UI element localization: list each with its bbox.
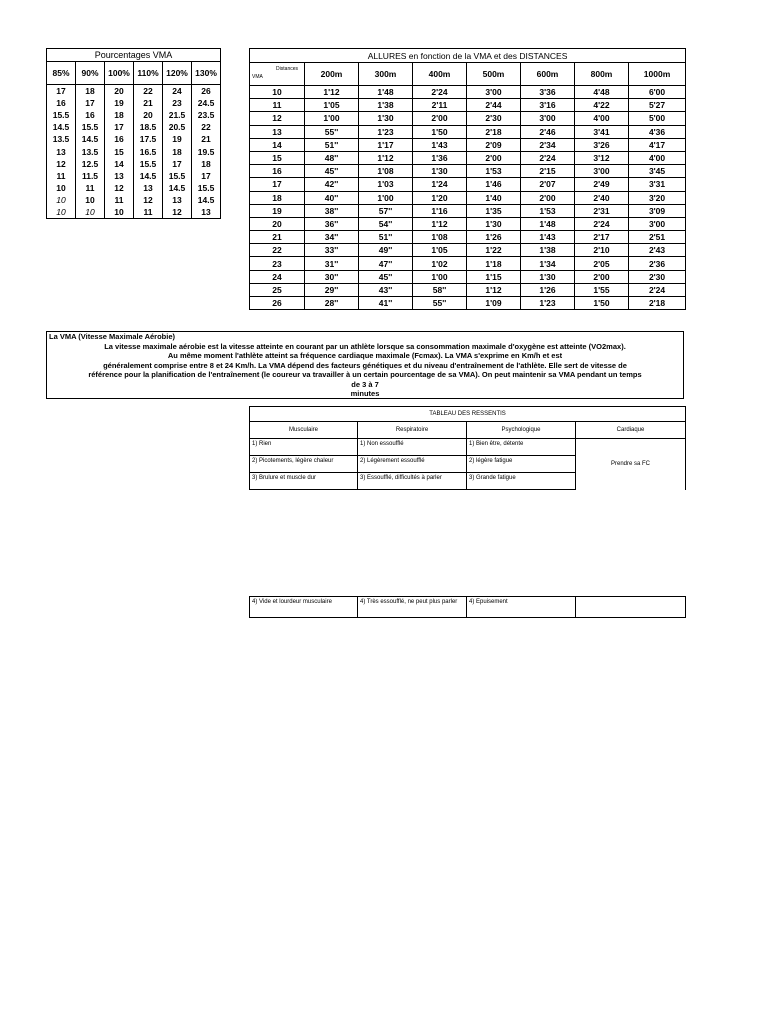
allure-cell: 2'17	[575, 231, 629, 244]
allure-cell: 2'24	[521, 151, 575, 164]
table-row	[250, 297, 686, 310]
vma-cell: 20	[250, 217, 305, 230]
gap-cell	[358, 490, 467, 597]
pct-cell: 22	[192, 121, 221, 133]
distance-header-6: 1000m	[629, 63, 686, 86]
pct-cell: 18	[163, 145, 192, 157]
allure-cell: 1'12	[359, 151, 413, 164]
allure-cell: 1'26	[521, 283, 575, 296]
allure-cell: 3'00	[467, 86, 521, 99]
table-row	[47, 97, 221, 109]
respiratoire-4: 4) Très essoufflé, ne peut plus parler	[358, 597, 467, 618]
distance-header-4: 600m	[521, 63, 575, 86]
allure-cell: 2'10	[575, 244, 629, 257]
allure-cell: 1'48	[359, 86, 413, 99]
cardiaque-4	[576, 597, 686, 618]
pct-cell: 22	[134, 85, 163, 98]
pourcentages-title: Pourcentages VMA	[47, 49, 221, 62]
allure-cell: 2'31	[575, 204, 629, 217]
pct-cell: 14.5	[163, 182, 192, 194]
allure-cell: 29''	[305, 283, 359, 296]
gap-cell	[250, 490, 358, 597]
pct-cell: 20.5	[163, 121, 192, 133]
vma-cell: 22	[250, 244, 305, 257]
vma-line: généralement comprise entre 8 et 24 Km/h. La VMA dépend des facteurs génétiques et du niveau d'entraînement de l'athlète. Elle sert de vitesse de	[103, 360, 627, 370]
allure-cell: 45''	[359, 270, 413, 283]
allure-cell: 2'09	[467, 138, 521, 151]
gap-cell	[467, 490, 576, 597]
allures-header-row	[250, 63, 686, 86]
musculaire-4: 4) Vide et lourdeur musculaire	[250, 597, 358, 618]
allure-cell: 45''	[305, 165, 359, 178]
pct-cell: 20	[105, 85, 134, 98]
pct-cell: 16	[76, 109, 105, 121]
allure-cell: 1'05	[305, 99, 359, 112]
allure-cell: 1'26	[467, 231, 521, 244]
pct-cell: 20	[134, 109, 163, 121]
allure-cell: 2'24	[575, 217, 629, 230]
allure-cell: 1'20	[413, 191, 467, 204]
allure-cell: 2'05	[575, 257, 629, 270]
allure-cell: 2'44	[467, 99, 521, 112]
pct-cell: 15	[105, 145, 134, 157]
pct-cell: 12	[105, 182, 134, 194]
table-row	[47, 145, 221, 157]
pct-cell: 14.5	[47, 121, 76, 133]
allure-cell: 2'34	[521, 138, 575, 151]
pct-cell: 19.5	[192, 145, 221, 157]
allure-cell: 42''	[305, 178, 359, 191]
pourcentages-body	[47, 49, 221, 219]
table-row	[250, 270, 686, 283]
vma-title: La VMA (Vitesse Maximale Aérobie)	[49, 332, 176, 341]
allure-cell: 3'20	[629, 191, 686, 204]
vma-cell: 19	[250, 204, 305, 217]
respiratoire-2: 2) Légèrement essoufflé	[358, 456, 467, 473]
vma-cell: 15	[250, 151, 305, 164]
allure-cell: 34''	[305, 231, 359, 244]
table-row	[250, 283, 686, 296]
allure-cell: 1'35	[467, 204, 521, 217]
table-row	[47, 109, 221, 121]
table-row	[250, 231, 686, 244]
pct-header-2: 100%	[105, 62, 134, 85]
table-row	[250, 151, 686, 164]
vma-cell: 12	[250, 112, 305, 125]
allure-cell: 30''	[305, 270, 359, 283]
pct-cell: 21.5	[163, 109, 192, 121]
header-respiratoire: Respiratoire	[358, 422, 467, 439]
distance-header-5: 800m	[575, 63, 629, 86]
allure-cell: 1'23	[359, 125, 413, 138]
allure-cell: 4'22	[575, 99, 629, 112]
psychologique-2: 2) légère fatigue	[467, 456, 576, 473]
table-row	[250, 204, 686, 217]
pct-cell: 15.5	[76, 121, 105, 133]
allure-cell: 1'50	[575, 297, 629, 310]
pct-cell: 18.5	[134, 121, 163, 133]
allure-cell: 5'00	[629, 112, 686, 125]
pct-cell: 13	[105, 170, 134, 182]
pct-cell: 15.5	[47, 109, 76, 121]
allures-title: ALLURES en fonction de la VMA et des DISTANCES	[250, 49, 686, 63]
allure-cell: 4'36	[629, 125, 686, 138]
pct-cell: 18	[105, 109, 134, 121]
pct-cell: 17	[105, 121, 134, 133]
vma-cell: 24	[250, 270, 305, 283]
pct-cell: 10	[76, 194, 105, 206]
allure-cell: 2'18	[467, 125, 521, 138]
allure-cell: 2'51	[629, 231, 686, 244]
allure-cell: 1'23	[521, 297, 575, 310]
vma-cell: 23	[250, 257, 305, 270]
pct-cell: 14.5	[192, 194, 221, 206]
allure-cell: 51''	[305, 138, 359, 151]
allure-cell: 1'43	[413, 138, 467, 151]
pct-cell: 17	[192, 170, 221, 182]
vma-cell: 10	[250, 86, 305, 99]
pct-cell: 11.5	[76, 170, 105, 182]
pct-header-3: 110%	[134, 62, 163, 85]
allure-cell: 1'34	[521, 257, 575, 270]
allure-cell: 1'55	[575, 283, 629, 296]
pct-cell: 17	[76, 97, 105, 109]
allure-cell: 47''	[359, 257, 413, 270]
allure-cell: 2'00	[467, 151, 521, 164]
allure-cell: 51''	[359, 231, 413, 244]
pct-cell: 13.5	[47, 133, 76, 145]
allure-cell: 40''	[305, 191, 359, 204]
allure-cell: 31''	[305, 257, 359, 270]
pct-cell: 24.5	[192, 97, 221, 109]
allure-cell: 3'36	[521, 86, 575, 99]
allure-cell: 43''	[359, 283, 413, 296]
allure-cell: 4'00	[575, 112, 629, 125]
pct-cell: 10	[47, 206, 76, 219]
allure-cell: 3'12	[575, 151, 629, 164]
allure-cell: 3'00	[521, 112, 575, 125]
pct-cell: 15.5	[192, 182, 221, 194]
allure-cell: 1'09	[467, 297, 521, 310]
respiratoire-1: 1) Non essoufflé	[358, 439, 467, 456]
allure-cell: 49''	[359, 244, 413, 257]
corner-distances-label: Distances	[276, 66, 298, 72]
pct-cell: 17	[163, 158, 192, 170]
ressentis-title: TABLEAU DES RESSENTIS	[250, 407, 686, 422]
allure-cell: 1'30	[359, 112, 413, 125]
allure-cell: 1'36	[413, 151, 467, 164]
allure-cell: 3'00	[575, 165, 629, 178]
musculaire-2: 2) Picotements, légère chaleur	[250, 456, 358, 473]
table-row	[47, 206, 221, 219]
table-row	[47, 194, 221, 206]
vma-line: La vitesse maximale aérobie est la vitesse atteinte en courant par un athlète lorsque sa consommation maximale d'oxygène est atteinte (VO2max).	[104, 341, 626, 351]
allures-corner-cell	[250, 63, 305, 86]
respiratoire-3: 3) Essoufflé, difficultés à parler	[358, 473, 467, 490]
allure-cell: 1'30	[521, 270, 575, 283]
allure-cell: 58''	[413, 283, 467, 296]
header-cardiaque: Cardiaque	[576, 422, 686, 439]
psychologique-1: 1) Bien être, détente	[467, 439, 576, 456]
table-row	[250, 165, 686, 178]
allure-cell: 5'27	[629, 99, 686, 112]
distance-header-3: 500m	[467, 63, 521, 86]
allures-body	[250, 49, 686, 310]
vma-cell: 16	[250, 165, 305, 178]
psychologique-4: 4) Epuisement	[467, 597, 576, 618]
pct-cell: 21	[192, 133, 221, 145]
allure-cell: 36''	[305, 217, 359, 230]
pct-cell: 23.5	[192, 109, 221, 121]
pct-cell: 11	[105, 194, 134, 206]
allure-cell: 2'30	[629, 270, 686, 283]
pct-cell: 13	[192, 206, 221, 219]
allure-cell: 2'40	[575, 191, 629, 204]
distance-header-0: 200m	[305, 63, 359, 86]
pct-cell: 14.5	[76, 133, 105, 145]
vma-cell: 26	[250, 297, 305, 310]
allure-cell: 1'00	[359, 191, 413, 204]
pourcentages-vma-table	[46, 48, 221, 219]
allure-cell: 1'00	[305, 112, 359, 125]
allure-cell: 2'07	[521, 178, 575, 191]
pct-cell: 16	[47, 97, 76, 109]
pct-cell: 16	[105, 133, 134, 145]
allure-cell: 1'17	[359, 138, 413, 151]
vma-line: minutes	[350, 389, 380, 398]
musculaire-3: 3) Brulure et muscle dur	[250, 473, 358, 490]
vma-cell: 14	[250, 138, 305, 151]
allure-cell: 1'53	[521, 204, 575, 217]
allure-cell: 54''	[359, 217, 413, 230]
vma-cell: 17	[250, 178, 305, 191]
allure-cell: 2'00	[521, 191, 575, 204]
vma-line: référence pour la planification de l'entraînement (le coureur va travailler à un certain pourcentage de sa VMA). On peut maintenir sa VMA pendant un temps de 3 à 7	[88, 370, 642, 389]
table-row	[250, 217, 686, 230]
allure-cell: 1'08	[413, 231, 467, 244]
allure-cell: 1'00	[413, 270, 467, 283]
pct-header-0: 85%	[47, 62, 76, 85]
allure-cell: 1'46	[467, 178, 521, 191]
vma-line: Au même moment l'athlète atteint sa fréquence cardiaque maximale (Fcmax). La VMA s'exprime en Km/h et est	[167, 351, 563, 360]
header-psychologique: Psychologique	[467, 422, 576, 439]
table-row	[250, 244, 686, 257]
table-row	[250, 86, 686, 99]
allure-cell: 1'30	[413, 165, 467, 178]
allure-cell: 4'00	[629, 151, 686, 164]
allure-cell: 48''	[305, 151, 359, 164]
allure-cell: 55''	[413, 297, 467, 310]
allure-cell: 3'09	[629, 204, 686, 217]
allure-cell: 2'00	[413, 112, 467, 125]
musculaire-1: 1) Rien	[250, 439, 358, 456]
allure-cell: 33''	[305, 244, 359, 257]
pct-cell: 19	[163, 133, 192, 145]
allure-cell: 1'53	[467, 165, 521, 178]
allure-cell: 1'12	[413, 217, 467, 230]
allure-cell: 1'16	[413, 204, 467, 217]
table-row	[47, 182, 221, 194]
allure-cell: 2'43	[629, 244, 686, 257]
allure-cell: 1'24	[413, 178, 467, 191]
allure-cell: 2'24	[629, 283, 686, 296]
pct-cell: 21	[134, 97, 163, 109]
table-row	[47, 170, 221, 182]
allure-cell: 1'48	[521, 217, 575, 230]
corner-vma-label: VMA	[252, 74, 263, 80]
pct-cell: 11	[47, 170, 76, 182]
allure-cell: 1'40	[467, 191, 521, 204]
pct-cell: 19	[105, 97, 134, 109]
allure-cell: 4'17	[629, 138, 686, 151]
allure-cell: 2'24	[413, 86, 467, 99]
table-row	[47, 85, 221, 98]
allure-cell: 41''	[359, 297, 413, 310]
allure-cell: 1'22	[467, 244, 521, 257]
table-row	[250, 138, 686, 151]
pct-cell: 18	[192, 158, 221, 170]
allure-cell: 4'48	[575, 86, 629, 99]
allure-cell: 3'41	[575, 125, 629, 138]
allure-cell: 1'30	[467, 217, 521, 230]
pct-cell: 14	[105, 158, 134, 170]
allure-cell: 2'11	[413, 99, 467, 112]
allure-cell: 1'18	[467, 257, 521, 270]
allure-cell: 2'15	[521, 165, 575, 178]
allure-cell: 28''	[305, 297, 359, 310]
pct-cell: 10	[47, 182, 76, 194]
table-row	[250, 191, 686, 204]
allure-cell: 2'46	[521, 125, 575, 138]
allure-cell: 1'38	[521, 244, 575, 257]
table-row	[47, 158, 221, 170]
table-row	[250, 178, 686, 191]
allure-cell: 3'31	[629, 178, 686, 191]
pct-cell: 12	[163, 206, 192, 219]
allure-cell: 2'00	[575, 270, 629, 283]
distance-header-1: 300m	[359, 63, 413, 86]
table-row	[47, 121, 221, 133]
allure-cell: 1'50	[413, 125, 467, 138]
allures-table	[249, 48, 686, 310]
pct-cell: 15.5	[163, 170, 192, 182]
pct-cell: 10	[105, 206, 134, 219]
vma-cell: 25	[250, 283, 305, 296]
pct-cell: 12	[134, 194, 163, 206]
pourcentages-header-row	[47, 62, 221, 85]
cardiaque-cell: Prendre sa FC	[576, 439, 686, 490]
vma-description	[47, 342, 683, 399]
gap-cell	[576, 490, 686, 597]
pct-cell: 15.5	[134, 158, 163, 170]
pct-cell: 16.5	[134, 145, 163, 157]
allure-cell: 1'03	[359, 178, 413, 191]
allure-cell: 1'12	[305, 86, 359, 99]
pct-cell: 14.5	[134, 170, 163, 182]
allure-cell: 1'02	[413, 257, 467, 270]
vma-cell: 18	[250, 191, 305, 204]
vma-explanation-box	[46, 331, 684, 399]
pct-header-4: 120%	[163, 62, 192, 85]
pct-header-5: 130%	[192, 62, 221, 85]
allure-cell: 57''	[359, 204, 413, 217]
vma-cell: 11	[250, 99, 305, 112]
allure-cell: 1'05	[413, 244, 467, 257]
allure-cell: 2'36	[629, 257, 686, 270]
psychologique-3: 3) Grande fatigue	[467, 473, 576, 490]
allure-cell: 3'26	[575, 138, 629, 151]
allure-cell: 3'45	[629, 165, 686, 178]
allure-cell: 2'30	[467, 112, 521, 125]
pct-cell: 26	[192, 85, 221, 98]
pct-cell: 10	[76, 206, 105, 219]
table-row	[47, 133, 221, 145]
pct-cell: 23	[163, 97, 192, 109]
pct-cell: 13.5	[76, 145, 105, 157]
pct-cell: 11	[134, 206, 163, 219]
pct-cell: 17	[47, 85, 76, 98]
ressentis-body	[250, 407, 686, 618]
pct-cell: 13	[163, 194, 192, 206]
allure-cell: 3'00	[629, 217, 686, 230]
vma-cell: 21	[250, 231, 305, 244]
allure-cell: 1'43	[521, 231, 575, 244]
table-row	[250, 99, 686, 112]
pct-cell: 13	[134, 182, 163, 194]
pct-cell: 13	[47, 145, 76, 157]
table-row	[250, 112, 686, 125]
pct-cell: 11	[76, 182, 105, 194]
vma-cell: 13	[250, 125, 305, 138]
pct-cell: 12	[47, 158, 76, 170]
allure-cell: 38''	[305, 204, 359, 217]
allure-cell: 3'16	[521, 99, 575, 112]
allure-cell: 2'49	[575, 178, 629, 191]
allure-cell: 6'00	[629, 86, 686, 99]
table-row	[250, 125, 686, 138]
allure-cell: 1'38	[359, 99, 413, 112]
pct-cell: 24	[163, 85, 192, 98]
table-row	[250, 257, 686, 270]
allure-cell: 1'08	[359, 165, 413, 178]
pct-cell: 10	[47, 194, 76, 206]
pct-cell: 18	[76, 85, 105, 98]
header-musculaire: Musculaire	[250, 422, 358, 439]
distance-header-2: 400m	[413, 63, 467, 86]
pct-header-1: 90%	[76, 62, 105, 85]
allure-cell: 1'12	[467, 283, 521, 296]
pct-cell: 17.5	[134, 133, 163, 145]
allure-cell: 55''	[305, 125, 359, 138]
allure-cell: 2'18	[629, 297, 686, 310]
allure-cell: 1'15	[467, 270, 521, 283]
ressentis-table	[249, 406, 686, 618]
pct-cell: 12.5	[76, 158, 105, 170]
